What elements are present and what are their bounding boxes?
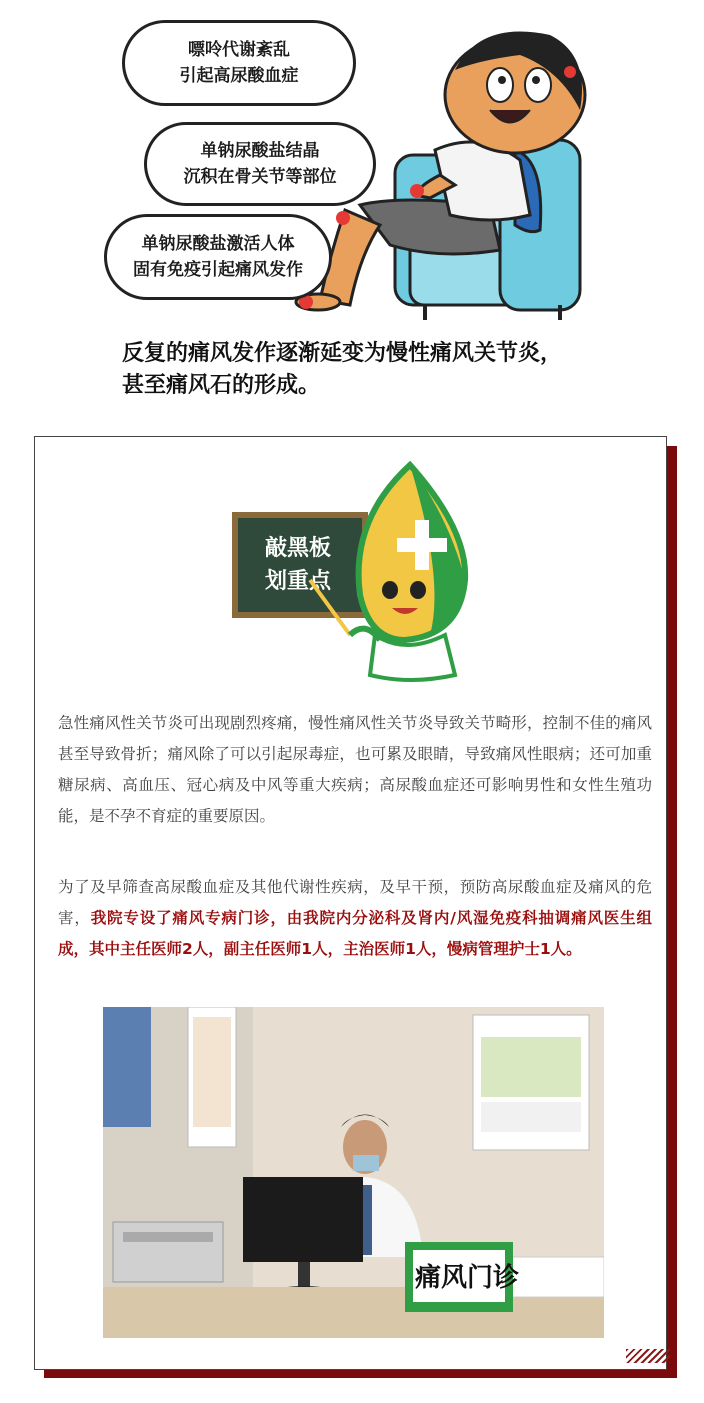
illustration-caption (122, 338, 642, 402)
paragraph-highlight-text: 我院专设了痛风专病门诊，由我院内分泌科及肾内/风湿免疫科抽调痛风医生组成，其中主任医师2人，副主任医师1人，主治医师1人，慢病管理护士1人。 (58, 909, 652, 958)
mascot-illustration (230, 460, 480, 690)
speech-bubble-purine (122, 20, 356, 106)
gout-cartoon-illustration (60, 0, 650, 420)
blackboard-line-1: 敲黑板 (265, 536, 332, 561)
caption-line: 甚至痛风石的形成。 (122, 373, 321, 398)
speech-bubble-immunity (104, 214, 332, 300)
bubble-text: 沉积在骨关节等部位 (183, 167, 337, 187)
paragraph-plain-text: 为了及早筛查高尿酸血症及其他代谢性疾病，及早干预，预防高尿酸血症及痛风的危害， (58, 878, 652, 927)
blackboard-line-2: 划重点 (265, 569, 332, 594)
paragraph-clinic-intro (58, 872, 652, 965)
blackboard-mascot (230, 460, 480, 690)
bubble-text: 嘌呤代谢紊乱 (188, 40, 290, 60)
bubble-text: 单钠尿酸盐激活人体 (141, 234, 295, 254)
bubble-text: 引起高尿酸血症 (179, 66, 299, 86)
clinic-photo-scene (103, 1007, 604, 1338)
clinic-sign-text: 痛风门诊 (415, 1263, 520, 1293)
caption-line: 反复的痛风发作逐渐延变为慢性痛风关节炎， (122, 341, 563, 366)
clinic-photo (103, 1007, 604, 1338)
paragraph-complications: 急性痛风性关节炎可出现剧烈疼痛，慢性痛风性关节炎导致关节畸形，控制不佳的痛风甚至导致骨折；痛风除了可以引起尿毒症，也可累及眼睛，导致痛风性眼病；还可加重糖尿病、高血压、冠心病及中风等重大疾病；高尿酸血症还可影响男性和女性生殖功能，是不孕不育症的重要原因。 (58, 714, 652, 825)
bubble-text: 单钠尿酸盐结晶 (200, 141, 320, 161)
decorative-stripes (626, 1349, 670, 1363)
bubble-text: 固有免疫引起痛风发作 (133, 260, 303, 280)
speech-bubble-crystal (144, 122, 376, 206)
